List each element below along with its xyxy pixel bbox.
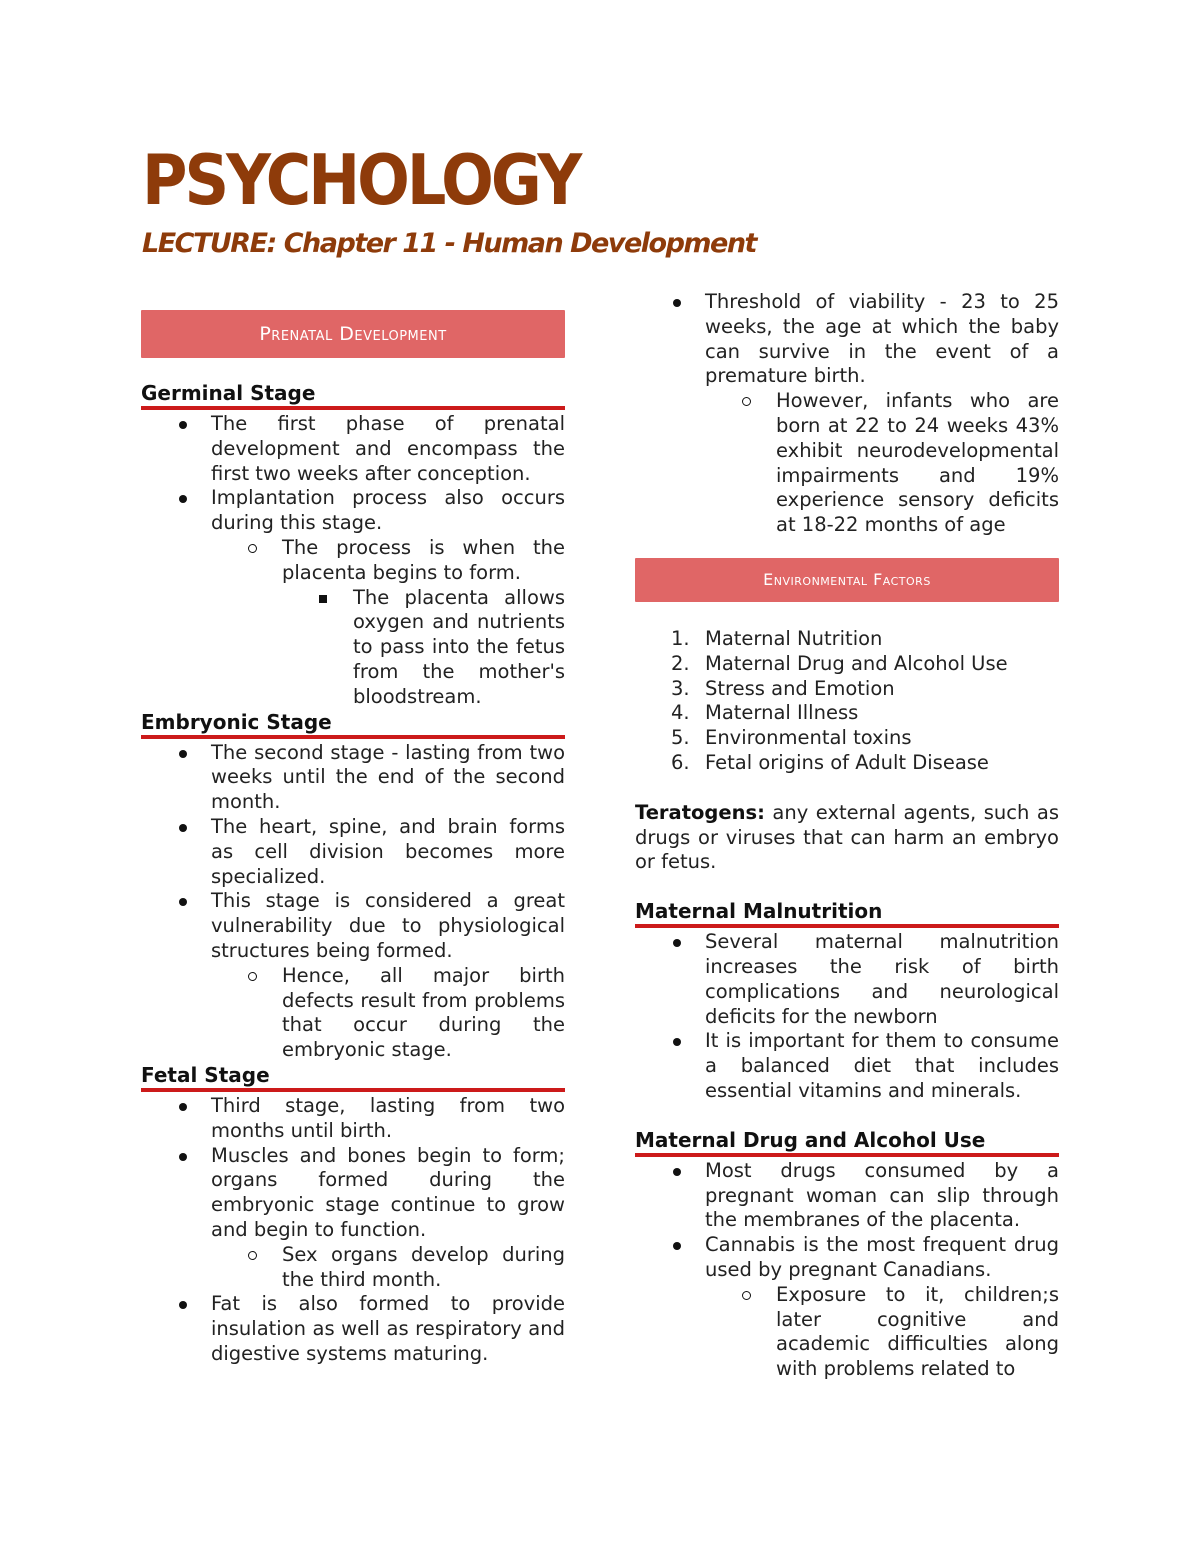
- list-item: Several maternal malnutrition increases the risk of birth complications and neurological deficits for the newborn: [635, 930, 1059, 1029]
- germinal-stage-list: [141, 412, 565, 710]
- list-item: Implantation process also occurs during this stage.: [141, 486, 565, 536]
- bullet-icon: [179, 1301, 187, 1309]
- bullet-icon: [179, 495, 187, 503]
- list-item: Fat is also formed to provide insulation as well as respiratory and digestive systems maturing.: [141, 1292, 565, 1366]
- circle-bullet-icon: [742, 1291, 751, 1300]
- environmental-factors-banner: Environmental Factors: [635, 558, 1059, 602]
- right-column: [635, 290, 1059, 1382]
- list-item: 6. Fetal origins of Adult Disease: [671, 750, 989, 774]
- bullet-icon: [673, 939, 681, 947]
- circle-bullet-icon: [248, 1251, 257, 1260]
- list-item: 4. Maternal Illness: [671, 701, 859, 725]
- maternal-drug-alcohol-list: [635, 1159, 1059, 1382]
- bullet-icon: [179, 1103, 187, 1111]
- circle-bullet-icon: [248, 544, 257, 553]
- circle-bullet-icon: [248, 972, 257, 981]
- germinal-stage-heading: Germinal Stage: [141, 381, 565, 410]
- list-item: Exposure to it, children;s later cognitive and academic difficulties along with problems related to: [635, 1283, 1059, 1382]
- bullet-icon: [673, 1168, 681, 1176]
- list-item: The first phase of prenatal development and encompass the first two weeks after conception.: [141, 412, 565, 486]
- list-item: Third stage, lasting from two months until birth.: [141, 1094, 565, 1144]
- list-item: Threshold of viability - 23 to 25 weeks, the age at which the baby can survive in the event of a premature birth.: [635, 290, 1059, 389]
- viability-list: [635, 290, 1059, 538]
- list-item: Sex organs develop during the third month.: [141, 1243, 565, 1293]
- bullet-icon: [673, 1242, 681, 1250]
- maternal-drug-alcohol-heading: Maternal Drug and Alcohol Use: [635, 1128, 1059, 1157]
- bullet-icon: [673, 299, 681, 307]
- list-item: 2. Maternal Drug and Alcohol Use: [671, 651, 1008, 675]
- list-item: The second stage - lasting from two weeks until the end of the second month.: [141, 741, 565, 815]
- maternal-malnutrition-list: [635, 930, 1059, 1104]
- teratogens-term: Teratogens:: [635, 800, 765, 824]
- fetal-stage-heading: Fetal Stage: [141, 1063, 565, 1092]
- list-item: The heart, spine, and brain forms as cell division becomes more specialized.: [141, 815, 565, 889]
- list-item: This stage is considered a great vulnerability due to physiological structures being formed.: [141, 889, 565, 963]
- prenatal-development-banner: Prenatal Development: [141, 310, 565, 358]
- list-item: The process is when the placenta begins to form.: [141, 536, 565, 586]
- environmental-factors-list: [635, 627, 1059, 776]
- list-item: Cannabis is the most frequent drug used by pregnant Canadians.: [635, 1233, 1059, 1283]
- list-item: 1. Maternal Nutrition: [671, 626, 883, 650]
- fetal-stage-list: [141, 1094, 565, 1367]
- list-item: Hence, all major birth defects result from problems that occur during the embryonic stage.: [141, 964, 565, 1063]
- list-item: 3. Stress and Emotion: [671, 676, 895, 700]
- list-item: However, infants who are born at 22 to 24 weeks 43% exhibit neurodevelopmental impairments and 19% experience sensory deficits at 18-22 months of age: [635, 389, 1059, 538]
- list-item: Muscles and bones begin to form; organs formed during the embryonic stage continue to grow and begin to function.: [141, 1144, 565, 1243]
- page-title: PSYCHOLOGY: [142, 139, 580, 222]
- list-item: 5. Environmental toxins: [671, 726, 912, 750]
- list-item: It is important for them to consume a balanced diet that includes essential vitamins and minerals.: [635, 1029, 1059, 1103]
- embryonic-stage-heading: Embryonic Stage: [141, 710, 565, 739]
- maternal-malnutrition-heading: Maternal Malnutrition: [635, 899, 1059, 928]
- bullet-icon: [179, 898, 187, 906]
- teratogens-definition: Teratogens: any external agents, such as drugs or viruses that can harm an embryo or fetus.: [635, 800, 1059, 874]
- list-item: Most drugs consumed by a pregnant woman can slip through the membranes of the placenta.: [635, 1159, 1059, 1233]
- bullet-icon: [179, 421, 187, 429]
- list-item: The placenta allows oxygen and nutrients to pass into the fetus from the mother's bloodstream.: [141, 586, 565, 710]
- bullet-icon: [179, 1153, 187, 1161]
- left-column: [141, 310, 565, 1367]
- circle-bullet-icon: [742, 397, 751, 406]
- embryonic-stage-list: [141, 741, 565, 1063]
- bullet-icon: [673, 1038, 681, 1046]
- page-subtitle: LECTURE: Chapter 11 - Human Development: [142, 228, 756, 259]
- bullet-icon: [179, 750, 187, 758]
- bullet-icon: [179, 824, 187, 832]
- square-bullet-icon: [319, 595, 327, 603]
